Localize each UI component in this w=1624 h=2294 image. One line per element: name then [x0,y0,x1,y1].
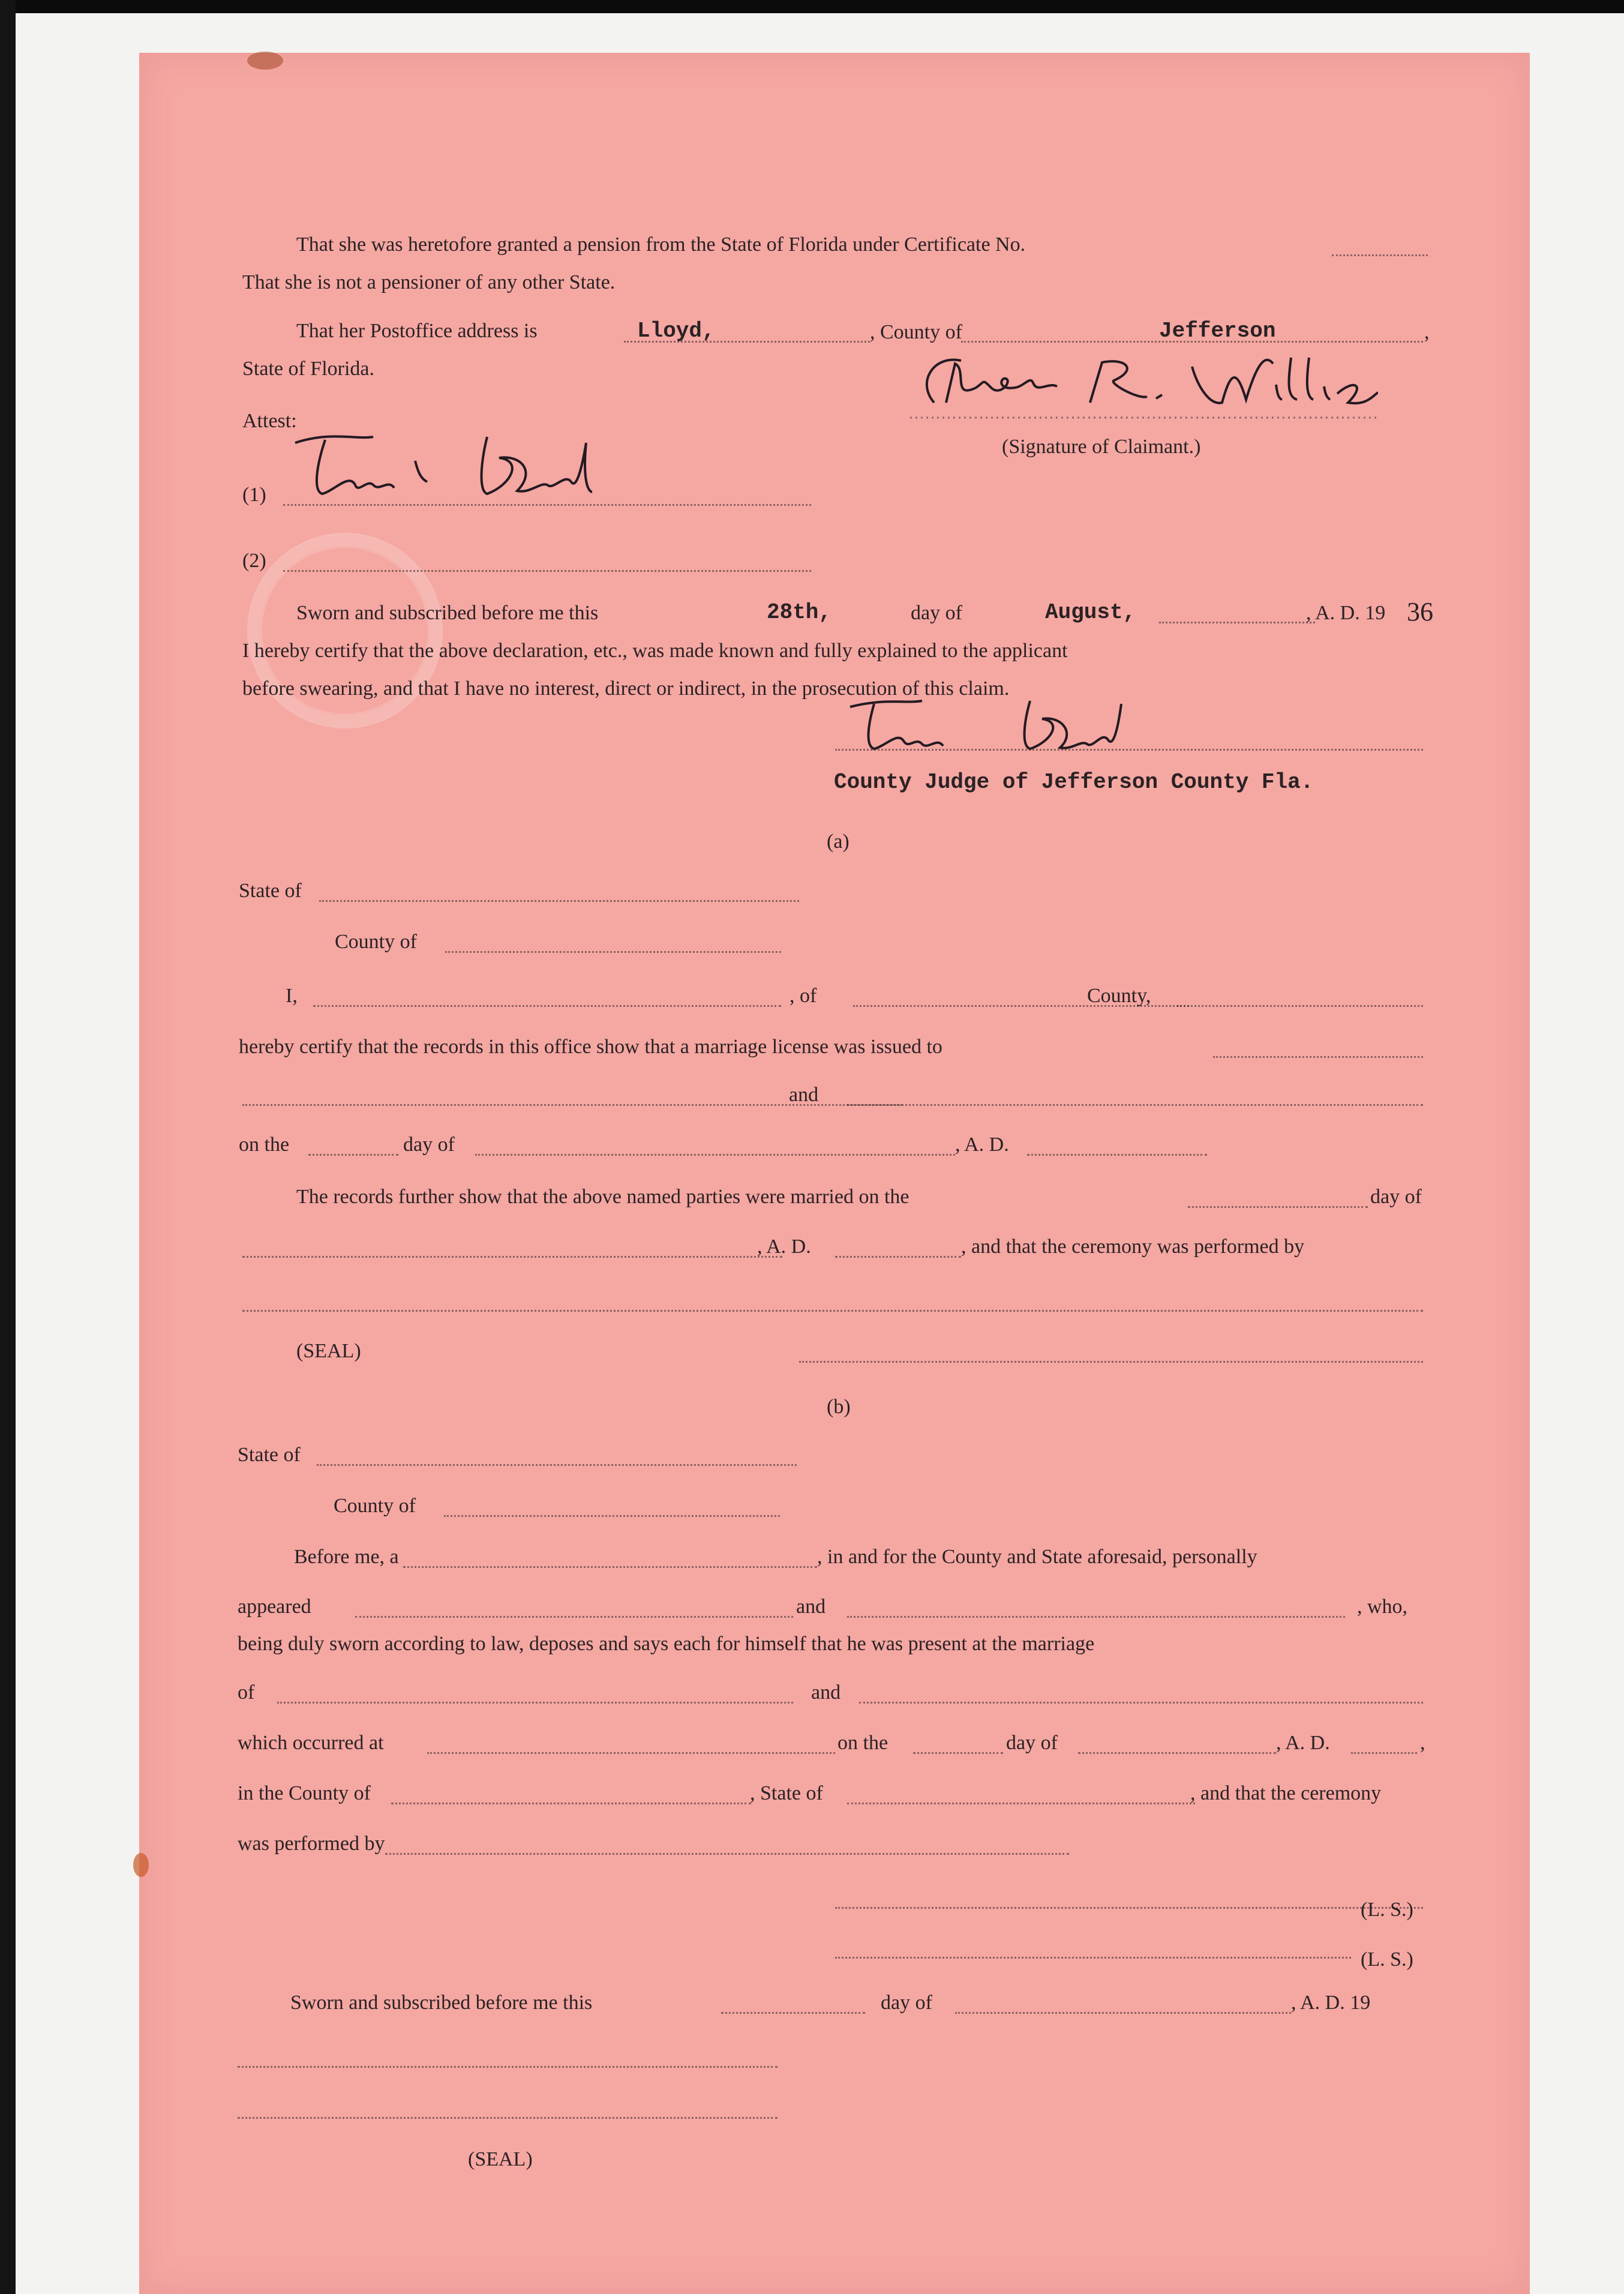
b-state-field[interactable] [317,1464,797,1466]
scan-top-edge [0,0,1624,13]
section-a-heading: (a) [827,830,849,853]
a-officer-name-field[interactable] [313,1005,781,1007]
a-licensee-1-field[interactable] [1213,1056,1423,1058]
pension-certificate-line: That she was heretofore granted a pension from the State of Florida under Certificate No. [296,233,1026,256]
a-state-of-label: State of [239,880,302,902]
a-officiant-field[interactable] [242,1310,1423,1312]
sworn-day-value: 28th, [767,600,832,625]
a-county-of-label: County of [335,931,417,953]
a-county-name-field[interactable] [1177,1005,1423,1007]
scan-left-edge [0,0,16,2294]
a-ceremony-label: , and that the ceremony was performed by [961,1236,1305,1258]
witness-1-field[interactable] [283,504,811,506]
a-license-month-field[interactable] [475,1154,955,1156]
b-marriage-county-field[interactable] [391,1803,751,1804]
a-on-the-label: on the [239,1133,290,1156]
postoffice-label: That her Postoffice address is [296,320,538,342]
county-label: , County of [870,321,962,343]
b-officiant-field[interactable] [385,1853,1069,1855]
certify-line-1: I hereby certify that the above declaration, etc., was made known and fully explained to the applicant [242,640,1068,662]
b-affiant-2-field[interactable] [835,1957,1351,1959]
a-further-line: The records further show that the above named parties were married on the [296,1186,909,1208]
a-day-of-label: day of [403,1133,455,1156]
sworn-day-of: day of [911,602,962,624]
b-duly-sworn-line: being duly sworn according to law, deposes and says each for himself that he was present at the marriage [238,1633,1095,1655]
b-day-of-label: day of [1006,1732,1058,1754]
a-of-label: , of [790,985,817,1007]
a-married-month-field[interactable] [242,1256,782,1258]
paper-stain [133,1853,149,1877]
a-married-year-field[interactable] [835,1256,961,1258]
b-witness-2-field[interactable] [847,1616,1345,1618]
a-records-line: hereby certify that the records in this office show that a marriage license was issued to [239,1036,942,1058]
b-place-field[interactable] [427,1752,835,1754]
b-sworn-ad: , A. D. 19 [1291,1992,1371,2014]
b-witness-1-field[interactable] [355,1616,793,1618]
a-license-day-field[interactable] [308,1154,398,1156]
signature-of-claimant-label: (Signature of Claimant.) [1002,436,1201,458]
b-of-label: of [238,1681,255,1704]
section-b-heading: (b) [827,1396,851,1418]
b-state-of-label: State of [238,1444,301,1466]
b-sworn-month-field[interactable] [955,2012,1291,2014]
county-value: Jefferson [1159,319,1276,343]
attest-label: Attest: [242,410,297,432]
b-performed-by-label: was performed by [238,1833,385,1855]
b-affiant-1-field[interactable] [835,1907,1423,1909]
a-married-day-field[interactable] [1188,1206,1368,1208]
b-comma: , [1420,1732,1425,1754]
b-aforesaid-label: , in and for the County and State aforesaid, personally [817,1546,1257,1568]
b-ls-1: (L. S.) [1361,1899,1413,1921]
judge-signature-field[interactable] [835,749,1423,751]
b-sworn-day-field[interactable] [721,2012,865,2014]
a-county-comma: County, [1087,985,1151,1007]
b-seal-label: (SEAL) [468,2148,533,2170]
b-party-1-field[interactable] [277,1702,793,1704]
a-county-field[interactable] [445,951,781,953]
sworn-year-value: 36 [1407,597,1433,626]
a-license-year-field[interactable] [1027,1154,1207,1156]
b-official-title-field[interactable] [403,1566,817,1568]
postoffice-value: Lloyd, [637,319,715,343]
county-comma: , [1424,321,1430,343]
witness-2-label: (2) [242,550,266,572]
b-which-occurred-label: which occurred at [238,1732,384,1754]
sworn-month-value: August, [1045,600,1136,625]
b-officer-title-field[interactable] [238,2117,778,2119]
paper-stain [247,52,283,70]
witness-1-signature [283,425,595,509]
a-clerk-signature-field[interactable] [799,1361,1423,1363]
witness-1-label: (1) [242,484,266,506]
b-county-field[interactable] [444,1515,780,1517]
b-party-2-field[interactable] [859,1702,1423,1704]
b-in-county-label: in the County of [238,1782,371,1804]
b-marriage-state-field[interactable] [847,1803,1195,1804]
b-and-label-2: and [811,1681,841,1704]
not-pensioner-line: That she is not a pensioner of any other State. [242,271,616,293]
b-state-of-mid-label: , State of [750,1782,823,1804]
a-further-ad: , A. D. [757,1236,811,1258]
sworn-month-field[interactable] [1159,622,1315,623]
a-and-label: and [789,1084,819,1106]
b-and-ceremony-label: , and that the ceremony [1190,1782,1382,1804]
b-sworn-day-of: day of [881,1992,932,2014]
claimant-signature [910,346,1378,424]
b-county-of-label: County of [334,1495,416,1517]
certificate-number-field[interactable] [1332,254,1428,256]
witness-2-field[interactable] [283,570,811,572]
b-ad-label: , A. D. [1276,1732,1330,1754]
state-of-florida: State of Florida. [242,358,375,380]
a-licensee-2-field[interactable] [847,1104,1423,1106]
sworn-ad-label: , A. D. 19 [1306,602,1386,624]
b-before-me-label: Before me, a [294,1546,399,1568]
b-and-label: and [796,1596,826,1618]
b-who-label: , who, [1357,1596,1408,1618]
b-month-field[interactable] [1078,1752,1276,1754]
a-i-label: I, [286,985,298,1007]
a-further-day-of: day of [1370,1186,1422,1208]
sworn-before-me: Sworn and subscribed before me this [296,602,599,624]
a-state-field[interactable] [319,900,799,902]
b-officer-signature-field[interactable] [238,2066,778,2068]
county-judge-title: County Judge of Jefferson County Fla. [834,770,1314,794]
pension-form-sheet [139,53,1530,2294]
b-year-field[interactable] [1351,1752,1417,1754]
b-appeared-label: appeared [238,1596,311,1618]
a-seal-label: (SEAL) [296,1340,361,1362]
b-on-the-label: on the [837,1732,888,1754]
b-ls-2: (L. S.) [1361,1948,1413,1971]
a-ad-label: , A. D. [955,1133,1009,1156]
certify-line-2: before swearing, and that I have no interest, direct or indirect, in the prosecution of this claim. [242,677,1010,700]
b-sworn-label: Sworn and subscribed before me this [290,1992,593,2014]
b-day-field[interactable] [913,1752,1003,1754]
